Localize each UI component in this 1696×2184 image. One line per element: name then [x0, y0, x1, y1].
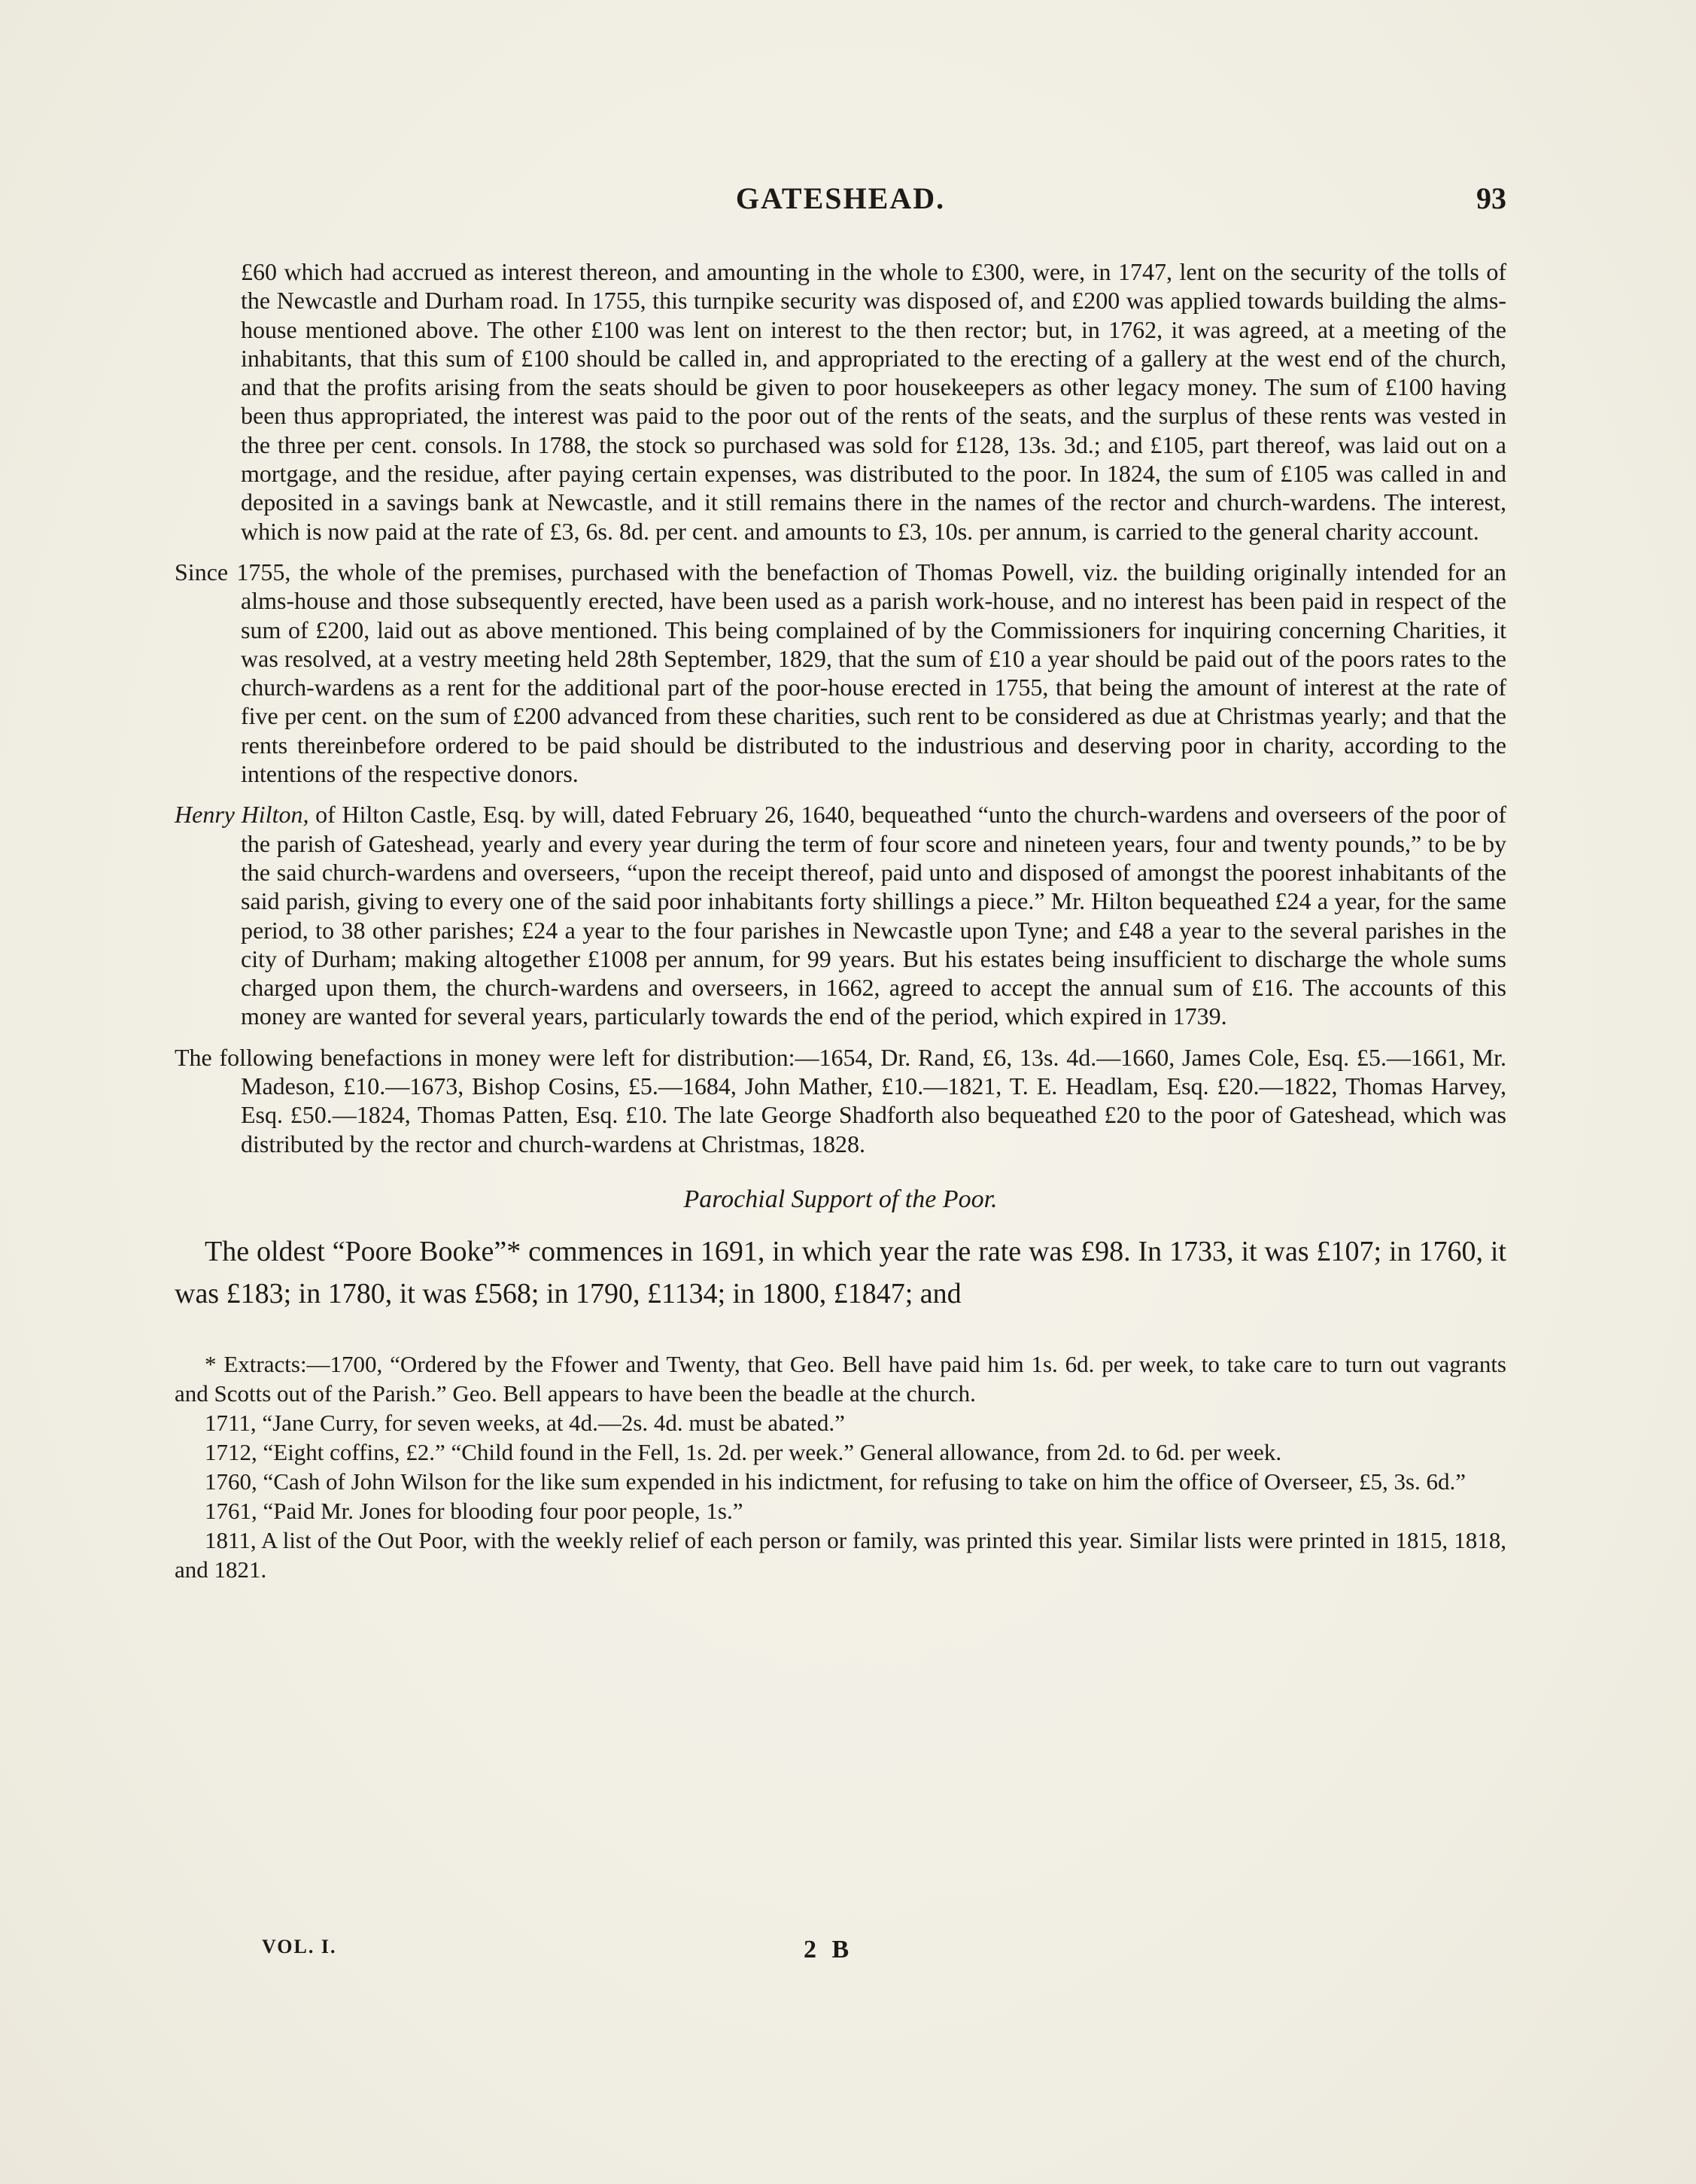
page-title: GATESHEAD.	[735, 181, 946, 215]
footnote-item: 1761, “Paid Mr. Jones for blooding four poor people, 1s.”	[205, 1497, 743, 1524]
page-number: 93	[1476, 181, 1506, 215]
footnote-item: * Extracts:—1700, “Ordered by the Ffower and Twenty, that Geo. Bell have paid him 1s. 6d. per week, to take care to turn out vagrants and Scotts out of the Parish.” Geo. Bell appears to have been the beadle at the church.	[175, 1350, 1506, 1407]
section-heading: Parochial Support of the Poor.	[683, 1185, 998, 1213]
benefactor-name: Henry Hilton,	[175, 801, 309, 829]
signature-mark: 2 B	[804, 1936, 854, 1963]
footnotes	[175, 1349, 1506, 1584]
paragraph-powell-premises: Since 1755, the whole of the premises, purchased with the benefaction of Thomas Powell, viz. the building originally intended for an alms-house and those subsequently erected, have been used as a parish work-house, and no interest has been paid in respect of the sum of £200, laid out as above mentioned. This being complained of by the Commissioners for inquiring concerning Charities, it was resolved, at a vestry meeting held 28th September, 1829, that the sum of £10 a year should be paid out of the poors rates to the church-wardens as a rent for the additional part of the poor-house erected in 1755, that being the amount of interest at the rate of five per cent. on the sum of £200 advanced from these charities, such rent to be considered as due at Christmas yearly; and that the rents thereinbefore ordered to be paid should be distributed to the industrious and deserving poor in charity, according to the intentions of the respective donors.	[175, 558, 1506, 788]
paragraph-hilton-text: of Hilton Castle, Esq. by will, dated February 26, 1640, bequeathed “unto the church-wardens and overseers of the poor of the parish of Gateshead, yearly and every year during the term of four score and nineteen years, four and twenty pounds,” to be by the said church-wardens and overseers, “upon the receipt thereof, paid unto and disposed of amongst the poorest inhabitants of the said parish, giving to every one of the said poor inhabitants forty shillings a piece.” Mr. Hilton bequeathed £24 a year, for the same period, to 38 other parishes; £24 a year to the four parishes in Newcastle upon Tyne; and £48 a year to the several parishes in the city of Durham; making altogether £1008 per annum, for 99 years. But his estates being insufficient to discharge the whole sums charged upon them, the church-wardens and overseers, in 1662, agreed to accept the annual sum of £16. The accounts of this money are wanted for several years, particularly towards the end of the period, which expired in 1739.	[241, 801, 1507, 1030]
running-head	[175, 181, 1506, 226]
footnote-item: 1811, A list of the Out Poor, with the weekly relief of each person or family, was printed this year. Similar lists were printed in 1815, 1818, and 1821.	[175, 1526, 1506, 1583]
signature-line	[262, 1936, 1466, 1973]
footnote-item: 1760, “Cash of John Wilson for the like sum expended in his indictment, for refusing to take on him the office of Overseer, £5, 3s. 6d.”	[205, 1468, 1467, 1495]
footnote-item: 1712, “Eight coffins, £2.” “Child found in the Fell, 1s. 2d. per week.” General allowance, from 2d. to 6d. per week.	[205, 1438, 1282, 1465]
section-body: The oldest “Poore Booke”* commences in 1691, in which year the rate was £98. In 1733, it was £107; in 1760, it was £183; in 1780, it was £568; in 1790, £1134; in 1800, £1847; and	[175, 1235, 1506, 1309]
footnote-item: 1711, “Jane Curry, for seven weeks, at 4d.—2s. 4d. must be abated.”	[205, 1409, 845, 1436]
paragraph-hilton-bequest	[175, 800, 1506, 1030]
volume-label: VOL. I.	[262, 1936, 337, 1957]
paragraph-benefactions: The following benefactions in money were left for distribution:—1654, Dr. Rand, £6, 13s. 4d.—1660, James Cole, Esq. £5.—1661, Mr. Madeson, £10.—1673, Bishop Cosins, £5.—1684, John Mather, £10.—1821, T. E. Headlam, Esq. £20.—1822, Thomas Harvey, Esq. £50.—1824, Thomas Patten, Esq. £10. The late George Shadforth also bequeathed £20 to the poor of Gateshead, which was distributed by the rector and church-wardens at Christmas, 1828.	[175, 1043, 1506, 1157]
paragraph-continued: £60 which had accrued as interest thereon, and amounting in the whole to £300, were, in 1747, lent on the security of the tolls of the Newcastle and Durham road. In 1755, this turnpike security was disposed of, and £200 was applied towards building the alms-house mentioned above. The other £100 was lent on interest to the then rector; but, in 1762, it was agreed, at a meeting of the inhabitants, that this sum of £100 should be called in, and appropriated to the erecting of a gallery at the west end of the church, and that the profits arising from the seats should be given to poor housekeepers as other legacy money. The sum of £100 having been thus appropriated, the interest was paid to the poor out of the rents of the seats, and the surplus of these rents was vested in the three per cent. consols. In 1788, the stock so purchased was sold for £128, 13s. 3d.; and £105, part thereof, was laid out on a mortgage, and the residue, after paying certain expenses, was distributed to the poor. In 1824, the sum of £105 was called in and deposited in a savings bank at Newcastle, and it still remains there in the names of the rector and church-wardens. The interest, which is now paid at the rate of £3, 6s. 8d. per cent. and amounts to £3, 10s. per annum, is carried to the general charity account.	[241, 258, 1506, 545]
page-content	[175, 257, 1506, 1584]
